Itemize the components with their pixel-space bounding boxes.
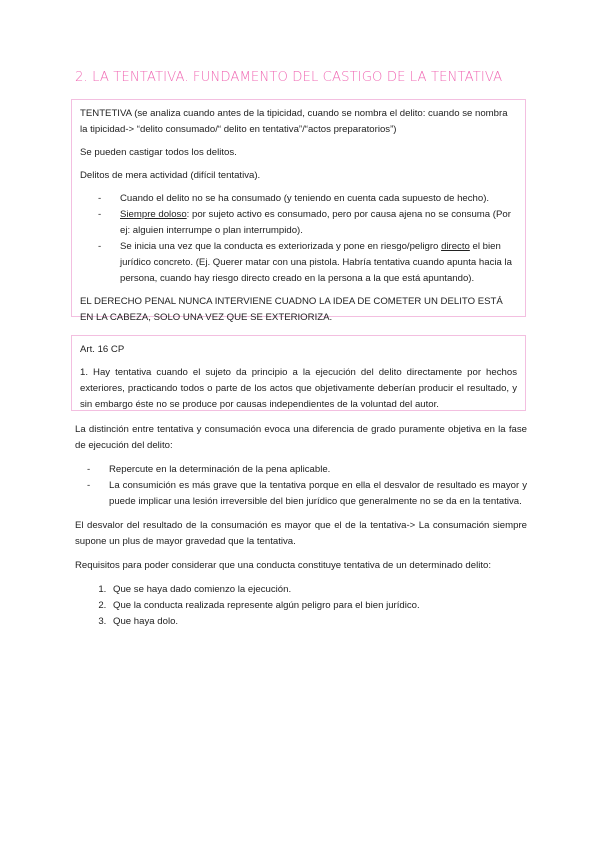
body-paragraph: El desvalor del resultado de la consumación es mayor que el de la tentativa-> La consumación siempre supone un plus de mayor gravedad que la tentativa. xyxy=(75,520,527,547)
list-item: 3. Que haya dolo. xyxy=(109,614,527,630)
list-item: 2. Que la conducta realizada represente algún peligro para el bien jurídico. xyxy=(109,598,527,614)
list-item: - Repercute en la determinación de la pena aplicable. xyxy=(109,462,527,478)
caps-note-paragraph: EL DERECHO PENAL NUNCA INTERVIENE CUADNO LA IDEA DE COMETER UN DELITO ESTÁ EN LA CABEZA, SOLO UNA VEZ QUE SE EXTERIORIZA. xyxy=(80,296,503,323)
body-paragraph: Requisitos para poder considerar que una conducta constituye tentativa de un determinado delito: xyxy=(75,560,491,571)
section-heading: 2. LA TENTATIVA. FUNDAMENTO DEL CASTIGO DE LA TENTATIVA xyxy=(75,70,503,85)
all-crimes-paragraph: Se pueden castigar todos los delitos. xyxy=(80,147,237,158)
list-item: - La consumición es más grave que la tentativa porque en ella el desvalor de resultado es mayor y puede implicar una lesión irreversible del bien jurídico que generalmente no se da en la tentativa. xyxy=(109,478,527,510)
article-quote-box xyxy=(71,335,526,411)
underlined-text: directo xyxy=(441,241,470,252)
list-item: - Se inicia una vez que la conducta es exteriorizada y pone en riesgo/peligro directo el bien jurídico concreto. (Ej. Querer matar con una pistola. Habría tentativa cuando apunta hacia la persona, cuando hay riesgo directo creado en la persona a la que está apuntando). xyxy=(120,239,517,287)
article-title: Art. 16 CP xyxy=(80,344,125,355)
list-item: - Siempre doloso: por sujeto activo es consumado, pero por causa ajena no se consuma (Por ej: alguien interrumpe o plan interrumpido). xyxy=(120,207,517,239)
requisitos-list xyxy=(75,582,527,630)
list-item: 1. Que se haya dado comienzo la ejecución. xyxy=(109,582,527,598)
underlined-text: Siempre doloso xyxy=(120,209,187,220)
body-paragraph: La distinción entre tentativa y consumación evoca una diferencia de grado puramente objetiva en la fase de ejecución del delito: xyxy=(75,424,527,451)
definition-paragraph: TENTETIVA (se analiza cuando antes de la tipicidad, cuando se nombra el delito: cuando se nombra la tipicidad-> “delito consumado/“ delito en tentativa”/“actos preparatorios”) xyxy=(80,108,508,135)
list-item: - Cuando el delito no se ha consumado (y teniendo en cuenta cada supuesto de hecho). xyxy=(120,191,517,207)
tentativa-notes-box xyxy=(71,99,526,323)
article-text: 1. Hay tentativa cuando el sujeto da principio a la ejecución del delito directamente por hechos exteriores, practicando todos o parte de los actos que objetivamente deberían producir el resultado, y sin embargo éste no se produce por causas independientes de la voluntad del autor. xyxy=(80,367,517,410)
body-bullet-list xyxy=(75,462,527,510)
tentativa-bullet-list xyxy=(80,191,517,287)
mere-activity-paragraph: Delitos de mera actividad (difícil tentativa). xyxy=(80,170,261,181)
body-section xyxy=(75,422,527,630)
